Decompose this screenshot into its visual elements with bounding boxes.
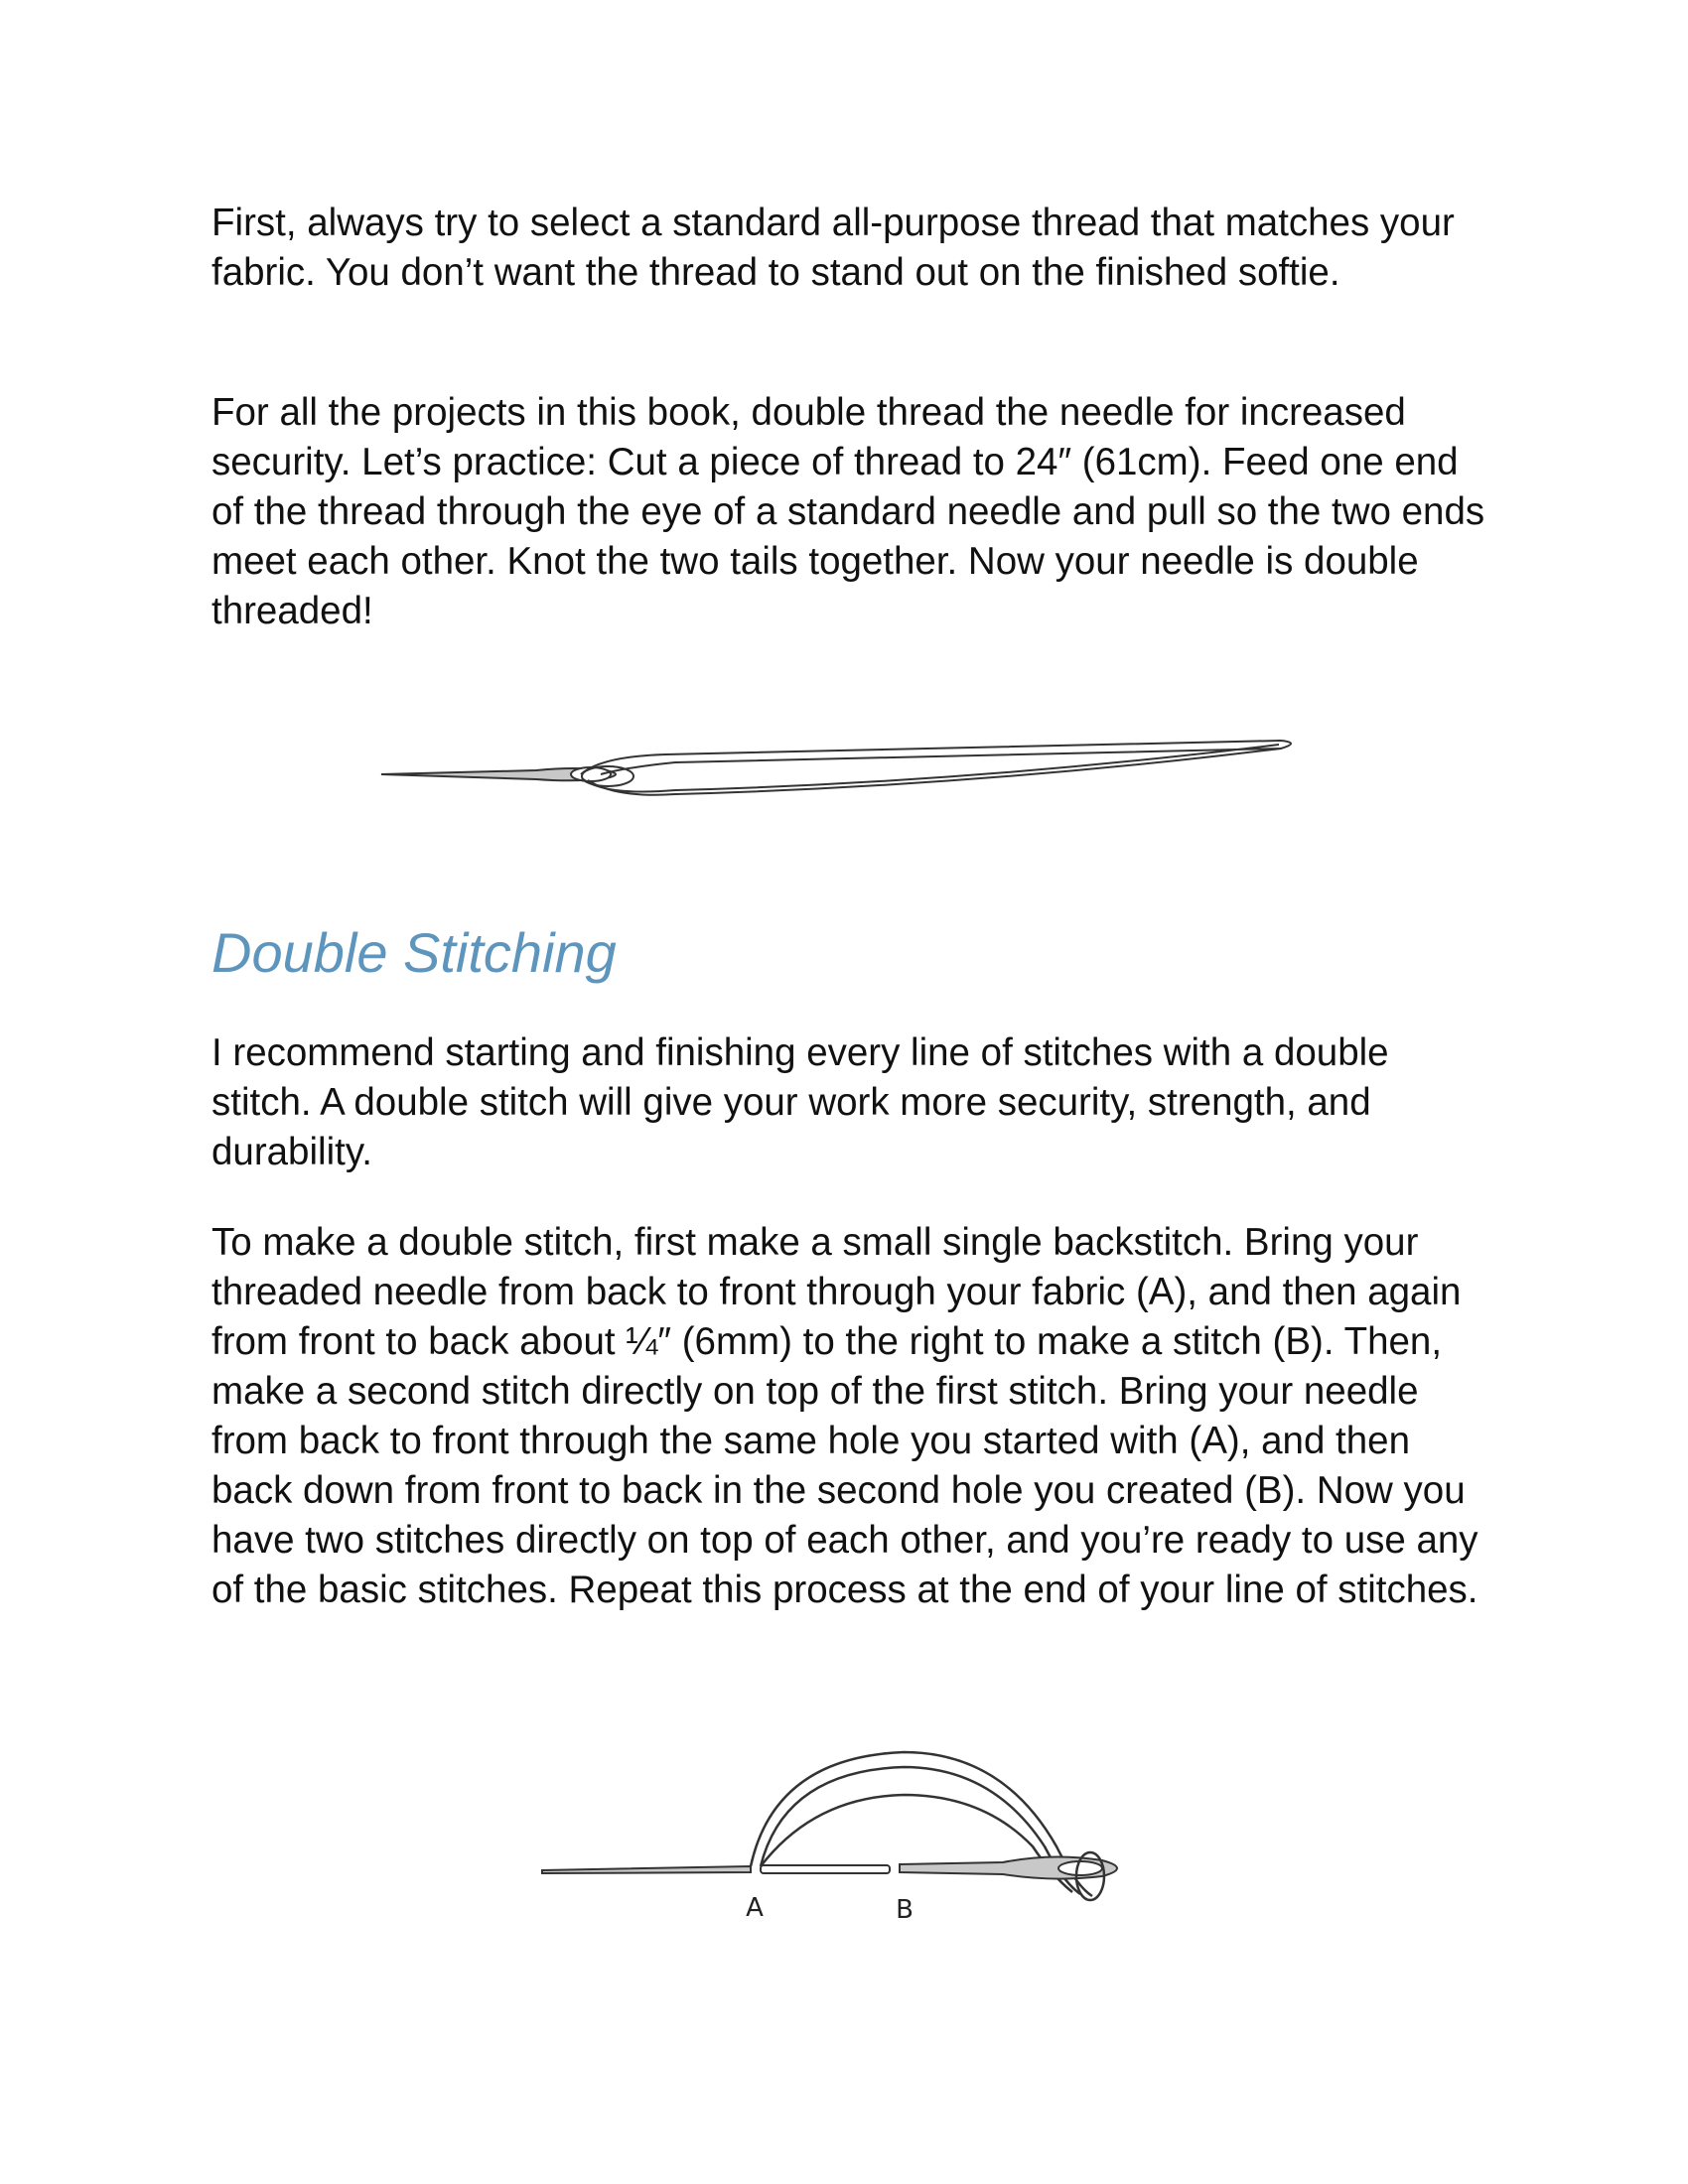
double-stitch-illustration xyxy=(536,1727,1152,1936)
paragraph-thread-selection: First, always try to select a standard all-purpose thread that matches your fabric. You don’t want the thread to stand out on the finished softie. xyxy=(211,202,1455,294)
label-a: A xyxy=(746,1893,764,1923)
thread-strand-upper xyxy=(581,741,1291,774)
stitch-segment xyxy=(761,1865,890,1873)
double-threaded-needle-illustration xyxy=(377,713,1311,812)
section-heading-double-stitching: Double Stitching xyxy=(211,921,617,984)
thread-tail xyxy=(542,1866,751,1873)
paragraph-double-thread: For all the projects in this book, double thread the needle for increased security. Let’s practice: Cut a piece of thread to 24″ (61cm). Feed one end of the thread through the eye of a standard needle and pull so the two ends meet each other. Knot the two tails together. Now your needle is double threaded! xyxy=(211,391,1485,632)
needle-eye xyxy=(1058,1861,1102,1875)
paragraph-double-stitch-intro: I recommend starting and finishing every line of stitches with a double stitch. A double stitch will give your work more security, strength, and durability. xyxy=(211,1031,1389,1173)
paragraph-double-stitch-steps: To make a double stitch, first make a small single backstitch. Bring your threaded needle from back to front through your fabric (A), and then again from front to back about ¼″ (6mm) to the right to make a stitch (B). Then, make a second stitch directly on top of the first stitch. Bring your needle from back to front through the same hole you started with (A), and then back down from front to back in the second hole you created (B). Now you have two stitches directly on top of each other, and you’re ready to use any of the basic stitches. Repeat this process at the end of your line of stitches. xyxy=(211,1221,1478,1611)
label-b: B xyxy=(896,1895,914,1925)
